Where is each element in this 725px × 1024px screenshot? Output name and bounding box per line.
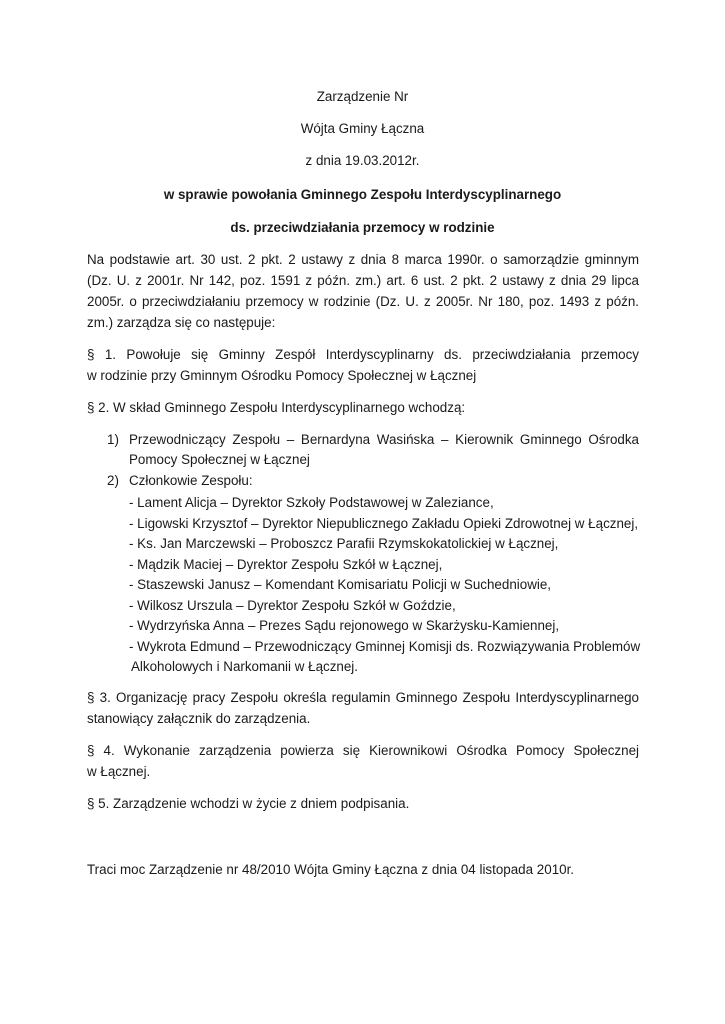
section-1-line-1: § 1. Powołuje się Gminny Zespół Interdyscyplinarny ds. przeciwdziałania przemocy — [87, 347, 639, 362]
preamble-line-3: 2005r. o przeciwdziałaniu przemocy w rodzinie (Dz. U. z 2005r. Nr 180, poz. 1493 z późn. — [87, 294, 639, 309]
member-item: - Mądzik Maciej – Dyrektor Zespołu Szkół w Łącznej, — [129, 557, 443, 572]
list-item-2-label: Członkowie Zespołu: — [129, 473, 253, 488]
subject-line-1: w sprawie powołania Gminnego Zespołu Interdyscyplinarnego — [163, 187, 562, 202]
section-2-intro: § 2. W skład Gminnego Zespołu Interdyscyplinarnego wchodzą: — [87, 400, 466, 415]
member-item: - Ligowski Krzysztof – Dyrektor Niepublicznego Zakładu Opieki Zdrowotnej w Łącznej, — [129, 516, 639, 531]
issuer: Wójta Gminy Łączna — [300, 121, 425, 136]
section-1-line-2: w rodzinie przy Gminnym Ośrodku Pomocy Społecznej w Łącznej — [87, 368, 477, 383]
list-item-1-line-2: Pomocy Społecznej w Łącznej — [129, 452, 310, 467]
section-3-line-1: § 3. Organizację pracy Zespołu określa regulamin Gminnego Zespołu Interdyscyplinarnego — [87, 690, 639, 705]
section-5: § 5. Zarządzenie wchodzi w życie z dniem podpisania. — [87, 796, 410, 811]
member-item-continuation: Alkoholowych i Narkomanii w Łącznej. — [131, 659, 358, 674]
subject-line-2: ds. przeciwdziałania przemocy w rodzinie — [230, 220, 495, 235]
section-4-line-2: w Łącznej. — [87, 764, 151, 779]
member-item: - Staszewski Janusz – Komendant Komisariatu Policji w Suchedniowie, — [129, 577, 552, 592]
list-item-2-number: 2) — [107, 473, 119, 488]
member-item: - Wilkosz Urszula – Dyrektor Zespołu Szkół w Goździe, — [129, 598, 456, 613]
section-3-line-2: stanowiący załącznik do zarządzenia. — [87, 711, 311, 726]
document-date: z dnia 19.03.2012r. — [305, 153, 420, 168]
section-4-line-1: § 4. Wykonanie zarządzenia powierza się Kierownikowi Ośrodka Pomocy Społecznej — [87, 743, 639, 758]
member-item: - Wydrzyńska Anna – Prezes Sądu rejonowego w Skarżysku-Kamiennej, — [129, 618, 560, 633]
member-item: - Wykrota Edmund – Przewodniczący Gminnej Komisji ds. Rozwiązywania Problemów — [129, 639, 641, 654]
member-item: - Lament Alicja – Dyrektor Szkoły Podstawowej w Zaleziance, — [129, 495, 494, 510]
repeal-note: Traci moc Zarządzenie nr 48/2010 Wójta Gminy Łączna z dnia 04 listopada 2010r. — [87, 862, 575, 877]
document-title: Zarządzenie Nr — [316, 89, 409, 104]
preamble-line-1: Na podstawie art. 30 ust. 2 pkt. 2 ustawy z dnia 8 marca 1990r. o samorządzie gminnym — [87, 252, 639, 267]
member-item: - Ks. Jan Marczewski – Proboszcz Parafii Rzymskokatolickiej w Łącznej, — [129, 536, 559, 551]
preamble-line-4: zm.) zarządza się co następuje: — [87, 315, 276, 330]
list-item-1-line-1: Przewodniczący Zespołu – Bernardyna Wasińska – Kierownik Gminnego Ośrodka — [129, 432, 639, 447]
preamble-line-2: (Dz. U. z 2001r. Nr 142, poz. 1591 z późn. zm.) art. 6 ust. 2 pkt. 2 ustawy z dnia 29 lipca — [87, 273, 639, 288]
list-item-1-number: 1) — [107, 432, 119, 447]
